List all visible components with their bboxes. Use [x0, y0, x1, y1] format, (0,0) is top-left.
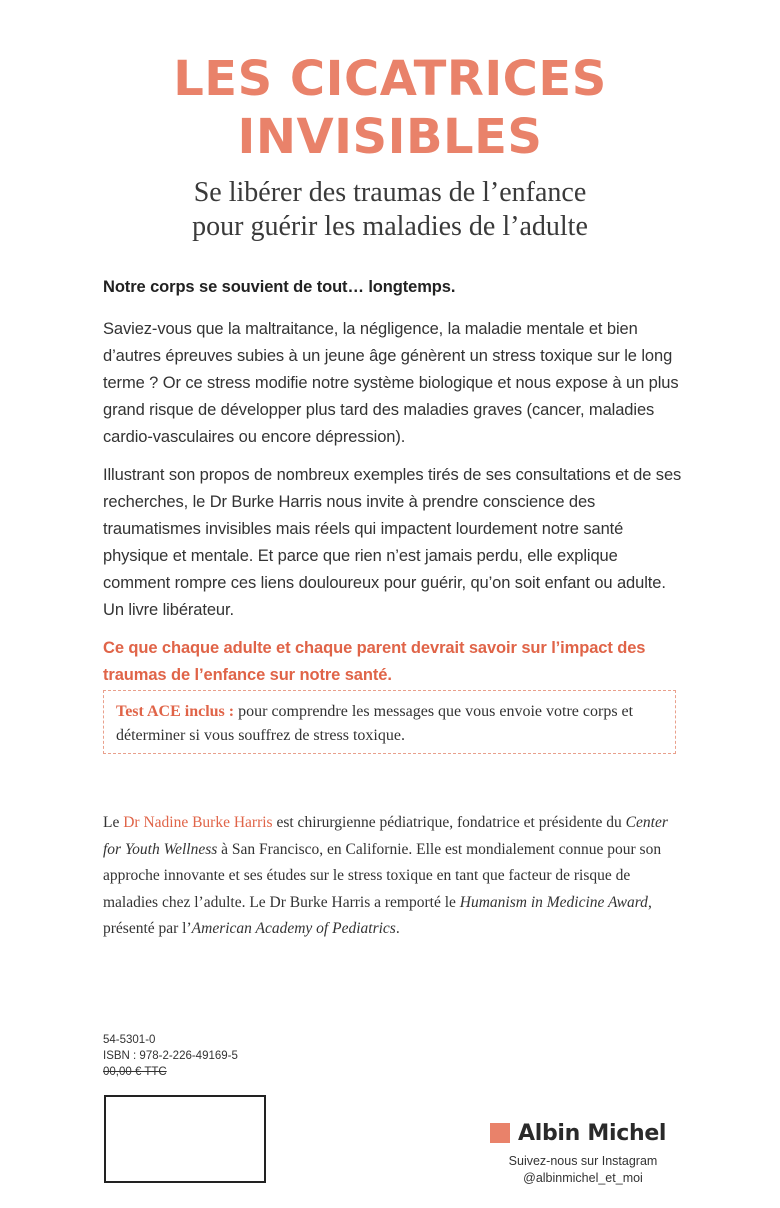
price: 00,00 € TTC — [103, 1066, 167, 1078]
publisher-name: Albin Michel — [518, 1120, 667, 1146]
instagram-handle: @albinmichel_et_moi — [523, 1171, 643, 1185]
title-line-2: INVISIBLES — [237, 109, 543, 165]
bio-part-2: à San Francisco, en Californie. Elle est mondialement connue pour son approche innovante et ses études sur le stress toxique en tant que facteur de risque de maladies chez l’adulte. Le Dr Burke Harris a remporté le — [103, 840, 662, 911]
ace-test-box — [103, 690, 676, 754]
product-code: 54-5301-0 — [103, 1034, 156, 1046]
barcode-placeholder — [104, 1095, 266, 1183]
instagram-follow-text: Suivez-nous sur Instagram — [508, 1154, 658, 1168]
author-bio — [103, 810, 678, 943]
ace-text: pour comprendre les messages que vous envoie votre corps et déterminer si vous souffrez de stress toxique. — [116, 703, 634, 744]
highlight-text: Ce que chaque adulte et chaque parent devrait savoir sur l’impact des traumas de l’enfance sur notre santé. — [103, 639, 646, 684]
bio-part-1: est chirurgienne pédiatrique, fondatrice et présidente du — [272, 814, 626, 831]
bio-suffix: . — [395, 920, 400, 937]
subtitle-line-1: Se libérer des traumas de l’enfance — [193, 177, 587, 208]
author-name: Dr Nadine Burke Harris — [123, 814, 273, 831]
center-name: Center for Youth Wellness — [103, 814, 668, 858]
publisher-logo — [490, 1118, 666, 1148]
subtitle-line-2: pour guérir les maladies de l’adulte — [192, 211, 588, 242]
book-subtitle — [0, 176, 780, 244]
title-line-1: LES CICATRICES — [173, 51, 607, 107]
ace-label: Test ACE inclus : — [116, 703, 235, 720]
award-name: Humanism in Medicine Award — [459, 893, 648, 911]
bio-part-3: , présenté par l’ — [103, 893, 652, 937]
instagram-info — [490, 1153, 676, 1187]
bio-prefix: Le — [103, 814, 124, 831]
isbn: ISBN : 978-2-226-49169-5 — [103, 1050, 238, 1062]
publisher-square-icon — [490, 1123, 510, 1143]
lead-sentence: Notre corps se souvient de tout… longtemps. — [103, 278, 456, 296]
blurb — [103, 274, 683, 700]
book-title — [0, 50, 780, 166]
paragraph-2: Illustrant son propos de nombreux exemples tirés de ses consultations et de ses recherches, le Dr Burke Harris nous invite à prendre conscience des traumatismes invisibles mais réels qui impactent lourdement notre santé physique et mentale. Et parce que rien n’est jamais perdu, elle explique comment rompre ces liens douloureux pour guérir, qu’on soit enfant ou adulte. Un livre libérateur. — [103, 466, 682, 619]
book-meta — [103, 1032, 238, 1080]
paragraph-1: Saviez-vous que la maltraitance, la négligence, la maladie mentale et bien d’autres épreuves subies à un jeune âge génèrent un stress toxique sur le long terme ? Or ce stress modifie notre système biologique et nous expose à un plus grand risque de développer plus tard des maladies graves (cancer, maladies cardio-vasculaires ou encore dépression). — [103, 320, 679, 446]
academy-name: American Academy of Pediatrics — [191, 920, 396, 937]
